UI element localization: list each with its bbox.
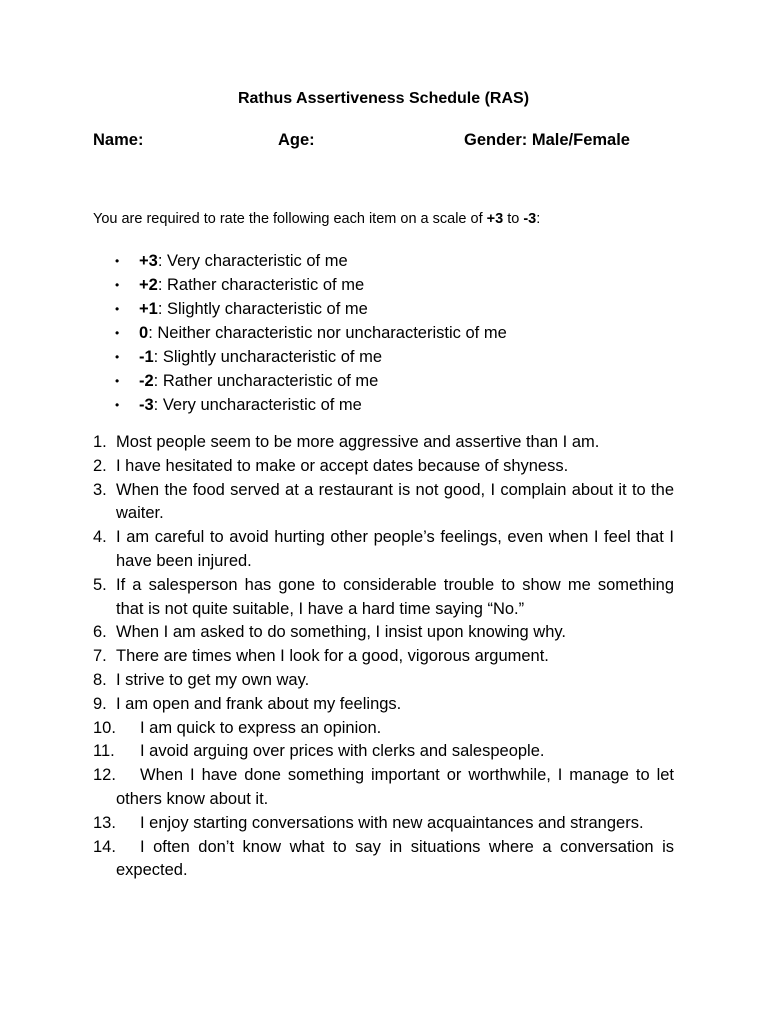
scale-item: [93, 393, 674, 417]
age-label: Age:: [278, 131, 315, 149]
question-number: 10.: [93, 718, 116, 737]
question-number: 2.: [93, 456, 107, 475]
question-item: [93, 645, 674, 669]
scale-value: -2: [139, 372, 154, 390]
question-number: 14.: [93, 837, 116, 856]
instruction-middle: to: [503, 211, 524, 227]
question-text: When the food served at a restaurant is not good, I complain about it to the waiter.: [116, 480, 674, 523]
bullet-icon: •: [115, 326, 120, 340]
question-text: Most people seem to be more aggressive and assertive than I am.: [116, 433, 600, 451]
question-text: When I am asked to do something, I insist upon knowing why.: [116, 623, 567, 642]
question-item: [93, 717, 674, 741]
question-item: [93, 764, 674, 812]
bullet-icon: •: [115, 254, 120, 268]
question-item: [93, 574, 674, 622]
instruction-suffix: :: [536, 211, 541, 227]
question-item: [93, 836, 674, 884]
question-text: I am quick to express an opinion.: [140, 718, 382, 737]
rating-scale-list: [93, 249, 674, 417]
question-item: [93, 455, 674, 479]
scale-value: 0: [139, 324, 149, 342]
question-item: [93, 812, 674, 836]
scale-description: : Slightly uncharacteristic of me: [153, 348, 383, 366]
instruction-low-value: -3: [523, 211, 537, 227]
question-number: 1.: [93, 433, 107, 451]
question-item: [93, 526, 674, 574]
gender-label: Gender: Male/Female: [464, 131, 630, 149]
name-label: Name:: [93, 131, 144, 149]
question-item: [93, 479, 674, 527]
scale-value: +1: [139, 300, 158, 318]
instruction-prefix: You are required to rate the following each item on a scale of: [93, 211, 487, 227]
question-text: I have hesitated to make or accept dates because of shyness.: [116, 456, 569, 475]
question-item: [93, 740, 674, 764]
scale-value: +2: [139, 276, 158, 294]
scale-description: : Very characteristic of me: [157, 252, 348, 270]
bullet-icon: •: [115, 398, 120, 412]
question-item: [93, 693, 674, 717]
question-text: I am open and frank about my feelings.: [116, 694, 402, 713]
scale-item: [93, 297, 674, 321]
scale-description: : Rather characteristic of me: [157, 276, 365, 294]
scale-description: : Slightly characteristic of me: [157, 300, 368, 318]
question-number: 6.: [93, 623, 107, 642]
scale-value: -3: [139, 396, 154, 414]
question-number: 9.: [93, 694, 107, 713]
questionnaire-items: [93, 431, 674, 883]
question-text: I am careful to avoid hurting other people’s feelings, even when I feel that I have been injured.: [116, 528, 674, 570]
scale-description: : Rather uncharacteristic of me: [153, 372, 379, 390]
question-item: [93, 431, 674, 455]
question-number: 8.: [93, 670, 107, 689]
respondent-fields: [93, 129, 674, 151]
scale-value: +3: [139, 252, 158, 270]
scale-item: [93, 273, 674, 297]
question-item: [93, 669, 674, 693]
scale-description: : Neither characteristic nor uncharacteristic of me: [148, 324, 507, 342]
question-text: There are times when I look for a good, vigorous argument.: [116, 647, 549, 666]
question-number: 4.: [93, 528, 107, 547]
instruction-high-value: +3: [486, 211, 504, 227]
question-text: I enjoy starting conversations with new acquaintances and strangers.: [140, 813, 644, 832]
bullet-icon: •: [115, 278, 120, 292]
question-number: 5.: [93, 575, 107, 594]
rating-instruction: [93, 209, 674, 229]
question-text: When I have done something important or worthwhile, I manage to let others know about it.: [116, 766, 674, 808]
question-text: I strive to get my own way.: [116, 670, 310, 689]
question-number: 3.: [93, 480, 107, 499]
scale-value: -1: [139, 348, 154, 366]
bullet-icon: •: [115, 302, 120, 316]
scale-description: : Very uncharacteristic of me: [153, 396, 362, 414]
question-number: 13.: [93, 813, 116, 832]
question-number: 11.: [93, 742, 115, 761]
question-text: I avoid arguing over prices with clerks and salespeople.: [140, 742, 545, 761]
scale-item: [93, 369, 674, 393]
question-text: If a salesperson has gone to considerable trouble to show me something that is not quite suitable, I have a hard time saying “No.”: [116, 575, 674, 618]
scale-item: [93, 249, 674, 273]
question-number: 7.: [93, 647, 107, 666]
scale-item: [93, 321, 674, 345]
question-item: [93, 621, 674, 645]
scale-item: [93, 345, 674, 369]
bullet-icon: •: [115, 374, 120, 388]
question-number: 12.: [93, 766, 116, 785]
question-text: I often don’t know what to say in situations where a conversation is expected.: [116, 837, 674, 880]
page-title: Rathus Assertiveness Schedule (RAS): [237, 90, 530, 107]
bullet-icon: •: [115, 350, 120, 364]
